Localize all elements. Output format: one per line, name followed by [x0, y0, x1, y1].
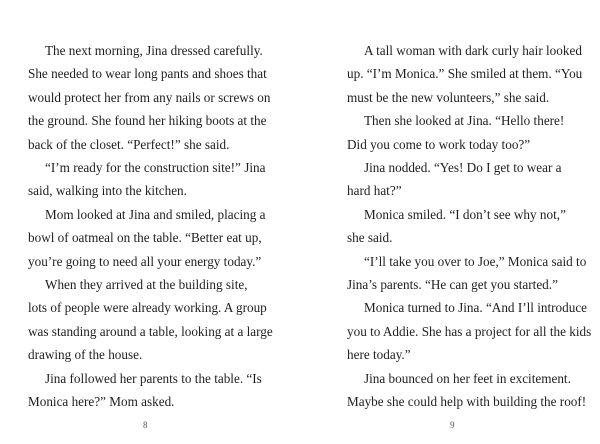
text-line: Jina bounced on her feet in excitement. [364, 370, 571, 386]
text-line: said, walking into the kitchen. [28, 183, 187, 199]
text-line: Monica turned to Jina. “And I’ll introduce [364, 300, 588, 316]
text-line: she said. [347, 230, 393, 246]
text-line: A tall woman with dark curly hair looked [364, 43, 582, 58]
text-line: Maybe she could help with building the roof! [347, 394, 587, 410]
text-line: Jina’s parents. “He can get you started.” [347, 277, 558, 293]
page-number-left: 8 [143, 420, 148, 430]
text-line: She needed to wear long pants and shoes that [28, 66, 267, 82]
text-line: Did you come to work today too?” [347, 136, 531, 152]
text-line: When they arrived at the building site, [45, 277, 248, 293]
left-page-text [28, 39, 273, 414]
text-line: would protect her from any nails or screws on [28, 89, 271, 105]
text-line: Mom looked at Jina and smiled, placing a [45, 206, 266, 222]
text-line: the ground. She found her hiking boots at the [28, 113, 267, 129]
text-line: here today.” [347, 347, 411, 363]
right-page-text [347, 39, 592, 414]
text-line: drawing of the house. [28, 347, 143, 363]
text-line: Monica here?” Mom asked. [28, 394, 175, 410]
text-line: was standing around a table, looking at a large [28, 323, 273, 339]
text-line: back of the closet. “Perfect!” she said. [28, 136, 230, 152]
text-line: hard hat?” [347, 183, 402, 199]
text-line: must be the new volunteers,” she said. [347, 89, 550, 105]
text-line: Jina nodded. “Yes! Do I get to wear a [364, 160, 562, 176]
text-line: Monica smiled. “I don’t see why not,” [364, 206, 566, 222]
text-line: you’re going to need all your energy today.” [28, 253, 262, 269]
text-line: up. “I’m Monica.” She smiled at them. “You [347, 66, 583, 82]
text-line: bowl of oatmeal on the table. “Better eat up, [28, 230, 262, 246]
text-line: “I’m ready for the construction site!” Jina [45, 160, 266, 176]
text-line: “I’ll take you over to Joe,” Monica said to [364, 253, 587, 269]
text-line: The next morning, Jina dressed carefully. [45, 43, 263, 58]
text-line: Jina followed her parents to the table. “Is [45, 370, 262, 386]
text-line: lots of people were already working. A group [28, 300, 267, 316]
page-number-right: 9 [450, 420, 455, 430]
text-line: you to Addie. She has a project for all the kids [347, 323, 592, 339]
text-line: Then she looked at Jina. “Hello there! [364, 113, 565, 129]
